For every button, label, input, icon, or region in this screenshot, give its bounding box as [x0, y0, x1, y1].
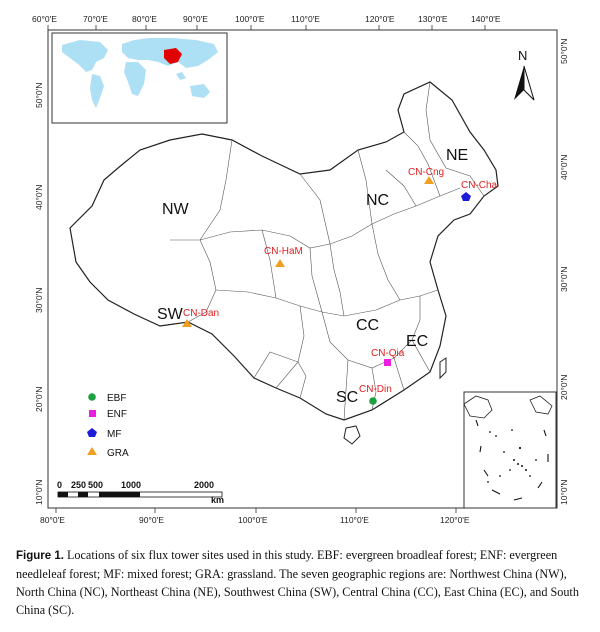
scale-label: 500 [88, 480, 104, 490]
site-label: CN-Dan [183, 308, 220, 319]
left-lat-tick: 40°0'N [34, 184, 44, 210]
enf-marker [384, 359, 391, 366]
region-label-ne: NE [446, 147, 469, 164]
caption-text: Locations of six flux tower sites used in this study. EBF: evergreen broadleaf forest; ENF: evergreen needleleaf forest; MF: mixed forest; GRA: grassland. The seven geographic regions are: Northwest China (NW), North China (NC), Northeast China (NE), Southwest China (SW), Central China (CC), East China (EC), and South China (SC). [16, 548, 579, 617]
left-lat-tick: 20°0'N [34, 386, 44, 412]
right-lat-tick: 50°0'N [559, 38, 569, 64]
site-label: CN-Cng [408, 167, 445, 178]
legend-gra-label: GRA [107, 448, 129, 459]
region-label-ec: EC [406, 333, 429, 350]
top-lon-tick: 130°0'E [418, 14, 448, 24]
right-lat-tick: 30°0'N [559, 266, 569, 292]
legend-mf-label: MF [107, 429, 122, 440]
bottom-lon-tick: 100°0'E [238, 515, 268, 525]
bottom-lon-tick: 90°0'E [139, 515, 164, 525]
top-lon-tick: 100°0'E [235, 14, 265, 24]
right-lat-tick: 40°0'N [559, 154, 569, 180]
south-china-sea-inset [464, 392, 556, 508]
scale-label: 0 [57, 480, 63, 490]
figure-caption [16, 546, 586, 619]
site-label: CN-Din [359, 384, 392, 395]
site-label: CN-Cha [461, 180, 498, 191]
right-lat-tick: 20°0'N [559, 374, 569, 400]
legend-enf-label: ENF [107, 409, 127, 420]
top-lon-tick: 90°0'E [183, 14, 208, 24]
scale-label: 1000 [121, 480, 142, 490]
site-label: CN-Qia [371, 348, 405, 359]
top-lon-tick: 120°0'E [365, 14, 395, 24]
bottom-lon-tick: 80°0'E [40, 515, 65, 525]
top-lon-tick: 80°0'E [132, 14, 157, 24]
top-lon-tick: 60°0'E [32, 14, 57, 24]
scale-label: 250 [71, 480, 87, 490]
ebf-marker [369, 397, 377, 405]
right-lat-tick: 10°0'N [559, 479, 569, 505]
bottom-lon-tick: 120°0'E [440, 515, 470, 525]
legend-ebf-label: EBF [107, 393, 127, 404]
left-lat-tick: 50°0'N [34, 82, 44, 108]
region-label-nw: NW [162, 201, 189, 218]
caption-label: Figure 1. [16, 550, 64, 562]
region-label-sw: SW [157, 306, 183, 323]
region-label-nc: NC [366, 192, 390, 209]
top-lon-tick: 110°0'E [291, 14, 320, 24]
scale-unit: km [211, 495, 225, 505]
region-label-cc: CC [356, 317, 380, 334]
world-inset-map [52, 33, 227, 123]
top-lon-tick: 70°0'E [83, 14, 108, 24]
left-lat-tick: 30°0'N [34, 287, 44, 313]
legend-ebf-symbol [88, 393, 96, 401]
scale-label: 2000 [194, 480, 215, 490]
site-label: CN-HaM [264, 246, 303, 257]
bottom-lon-tick: 110°0'E [340, 515, 369, 525]
left-lat-tick: 10°0'N [34, 479, 44, 505]
svg-text:N: N [518, 48, 528, 63]
region-label-sc: SC [336, 389, 359, 406]
legend-enf-symbol [89, 410, 96, 417]
top-lon-tick: 140°0'E [471, 14, 501, 24]
